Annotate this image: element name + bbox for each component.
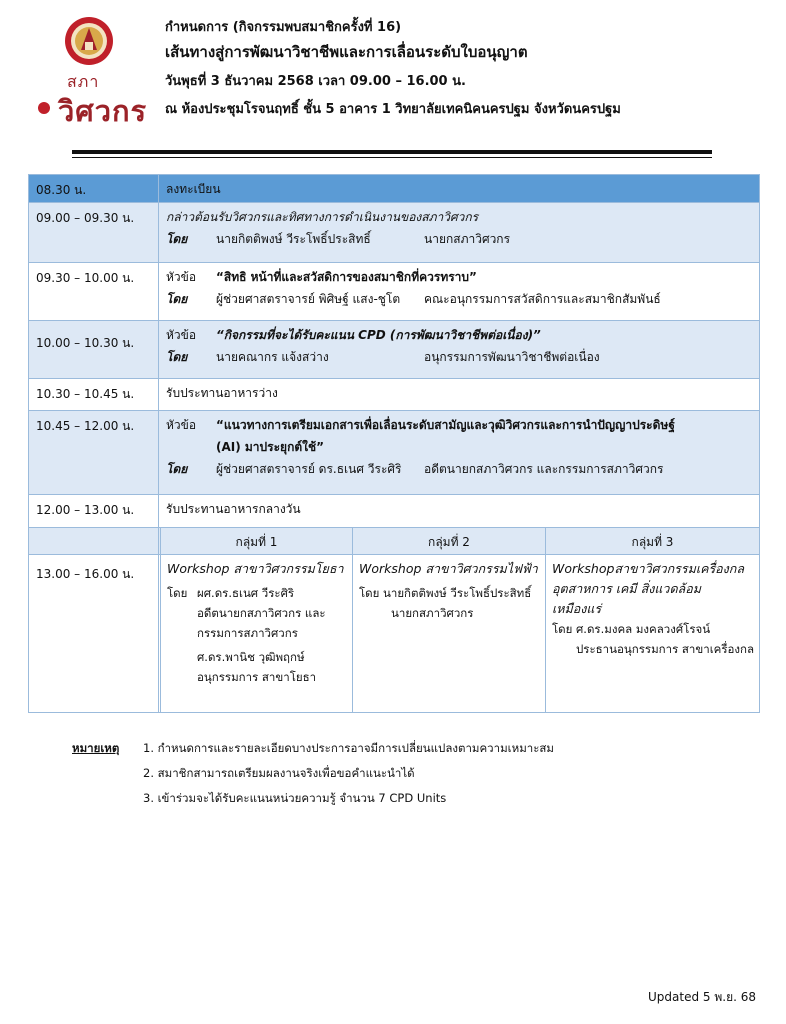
schedule-row-registration [29,175,759,202]
schedule-row-break [29,378,759,410]
by-label: โดย [166,462,188,476]
workshop-title-line-1: Workshopสาขาวิศวกรรมเครื่องกล [552,561,745,576]
group-3-header: กลุ่มที่ 3 [545,528,759,554]
speaker-name: ผู้ช่วยศาสตราจารย์ พิศิษฐ์ แสง-ชูโต [216,292,401,306]
seal-emblem-icon [64,16,114,66]
time-cell: 10.45 – 12.00 น. [29,411,159,494]
schedule-row-documents-ai [29,410,759,494]
header-divider-thin [72,157,712,158]
speaker-role: อนุกรรมการ สาขาโยธา [197,670,317,684]
workshop-title-line-3: เหมืองแร่ [552,601,602,616]
brand-big-text: วิศวกร [58,94,148,128]
brand-dot-icon [38,102,50,114]
speaker-name: นายกิตติพงษ์ วีระโพธิ์ประสิทธิ์ [216,232,371,246]
activity-title-line-2: (AI) มาประยุกต์ใช้” [216,440,325,454]
workshop-title-line-2: อุตสาหการ เคมี สิ่งแวดล้อม [552,581,701,596]
time-cell: 09.30 – 10.00 น. [29,263,159,320]
time-cell: 10.30 – 10.45 น. [29,379,159,410]
by-label: โดย [359,586,380,600]
workshop-title: Workshop สาขาวิศวกรรมไฟฟ้า [359,561,538,576]
speaker-role: ประธานอนุกรรมการ สาขาเครื่องกล [576,642,755,656]
activity-cell [160,411,759,494]
speaker-role: อดีตนายกสภาวิศวกร และกรรมการสภาวิศวกร [424,462,664,476]
activity-cell [160,263,759,320]
header-title: เส้นทางสู่การพัฒนาวิชาชีพและการเลื่อนระดับใบอนุญาต [165,43,528,61]
document-header [165,16,765,122]
speaker-name: นายกิตติพงษ์ วีระโพธิ์ประสิทธิ์ [383,586,532,600]
by-label: โดย [166,350,188,364]
time-cell: 13.00 – 16.00 น. [29,555,159,712]
topic-label: หัวข้อ [166,418,197,432]
topic-label: หัวข้อ [166,328,197,342]
logo [34,12,164,132]
activity-cell: ลงทะเบียน [166,182,221,196]
speaker-name: ผศ.ดร.ธเนศ วีระศิริ [197,586,295,600]
group-1-header: กลุ่มที่ 1 [160,528,352,554]
by-label: โดย [552,622,573,636]
time-cell: 12.00 – 13.00 น. [29,495,159,527]
brand-small-text: สภา [67,72,100,91]
speaker-name: ผู้ช่วยศาสตราจารย์ ดร.ธเนศ วีระศิริ [216,462,402,476]
note-item: 2. สมาชิกสามารถเตรียมผลงานจริงเพื่อขอคำแนะนำได้ [143,766,415,780]
notes-label: หมายเหตุ [72,741,120,755]
time-cell-empty [29,528,159,554]
schedule-row-rights [29,262,759,320]
header-divider-thick [72,150,712,154]
note-item: 3. เข้าร่วมจะได้รับคะแนนหน่วยความรู้ จำนวน 7 CPD Units [143,791,447,805]
schedule-row-cpd [29,320,759,378]
time-cell: 09.00 – 09.30 น. [29,203,159,262]
speaker-name: ศ.ดร.พานิช วุฒิพฤกษ์ [197,650,305,664]
schedule-row-welcome [29,202,759,262]
updated-date: Updated 5 พ.ย. 68 [648,990,756,1004]
group-header-row [29,527,759,554]
notes-section [72,738,762,813]
speaker-role: อดีตนายกสภาวิศวกร และ [197,606,326,620]
activity-title-line-1: “แนวทางการเตรียมเอกสารเพื่อเลื่อนระดับสามัญและวุฒิวิศวกรและการนำปัญญาประดิษฐ์ [216,418,675,432]
activity-cell [160,203,759,262]
time-cell: 10.00 – 10.30 น. [29,321,159,378]
speaker-name: นายคณากร แจ้งสว่าง [216,350,329,364]
workshop-title: Workshop สาขาวิศวกรรมโยธา [167,561,344,576]
activity-cell: รับประทานอาหารว่าง [166,386,278,400]
activity-cell [160,321,759,378]
activity-title: “สิทธิ หน้าที่และสวัสดิการของสมาชิกที่ควรทราบ” [216,270,477,284]
schedule-table [28,174,760,713]
activity-title: กล่าวต้อนรับวิศวกรและทิศทางการดำเนินงานของสภาวิศวกร [166,210,479,224]
speaker-role: นายกสภาวิศวกร [424,232,511,246]
by-label: โดย [167,586,188,600]
group-2-header: กลุ่มที่ 2 [352,528,545,554]
speaker-role: อนุกรรมการพัฒนาวิชาชีพต่อเนื่อง [424,350,600,364]
note-item: 1. กำหนดการและรายละเอียดบางประการอาจมีการเปลี่ยนแปลงตามความเหมาะสม [143,741,555,755]
workshop-group-1 [160,555,352,712]
time-cell: 08.30 น. [29,175,159,202]
header-venue: ณ ห้องประชุมโรจนฤทธิ์ ชั้น 5 อาคาร 1 วิทยาลัยเทคนิคนครปฐม จังหวัดนครปฐม [165,102,621,117]
speaker-role: กรรมการสภาวิศวกร [197,626,298,640]
topic-label: หัวข้อ [166,270,197,284]
header-line-1: กำหนดการ (กิจกรรมพบสมาชิกครั้งที่ 16) [165,20,402,35]
workshop-group-3 [545,555,759,712]
speaker-role: คณะอนุกรรมการสวัสดิการและสมาชิกสัมพันธ์ [424,292,661,306]
speaker-role: นายกสภาวิศวกร [391,606,474,620]
by-label: โดย [166,232,188,246]
activity-cell: รับประทานอาหารกลางวัน [166,502,301,516]
header-date: วันพุธที่ 3 ธันวาคม 2568 เวลา 09.00 – 16.00 น. [165,74,466,89]
activity-title: “กิจกรรมที่จะได้รับคะแนน CPD (การพัฒนาวิชาชีพต่อเนื่อง)” [216,328,541,342]
workshop-group-2 [352,555,545,712]
schedule-row-workshops [29,554,759,712]
speaker-name: ศ.ดร.มงคล มงคลวงศ์โรจน์ [576,622,711,636]
schedule-row-lunch [29,494,759,527]
by-label: โดย [166,292,188,306]
